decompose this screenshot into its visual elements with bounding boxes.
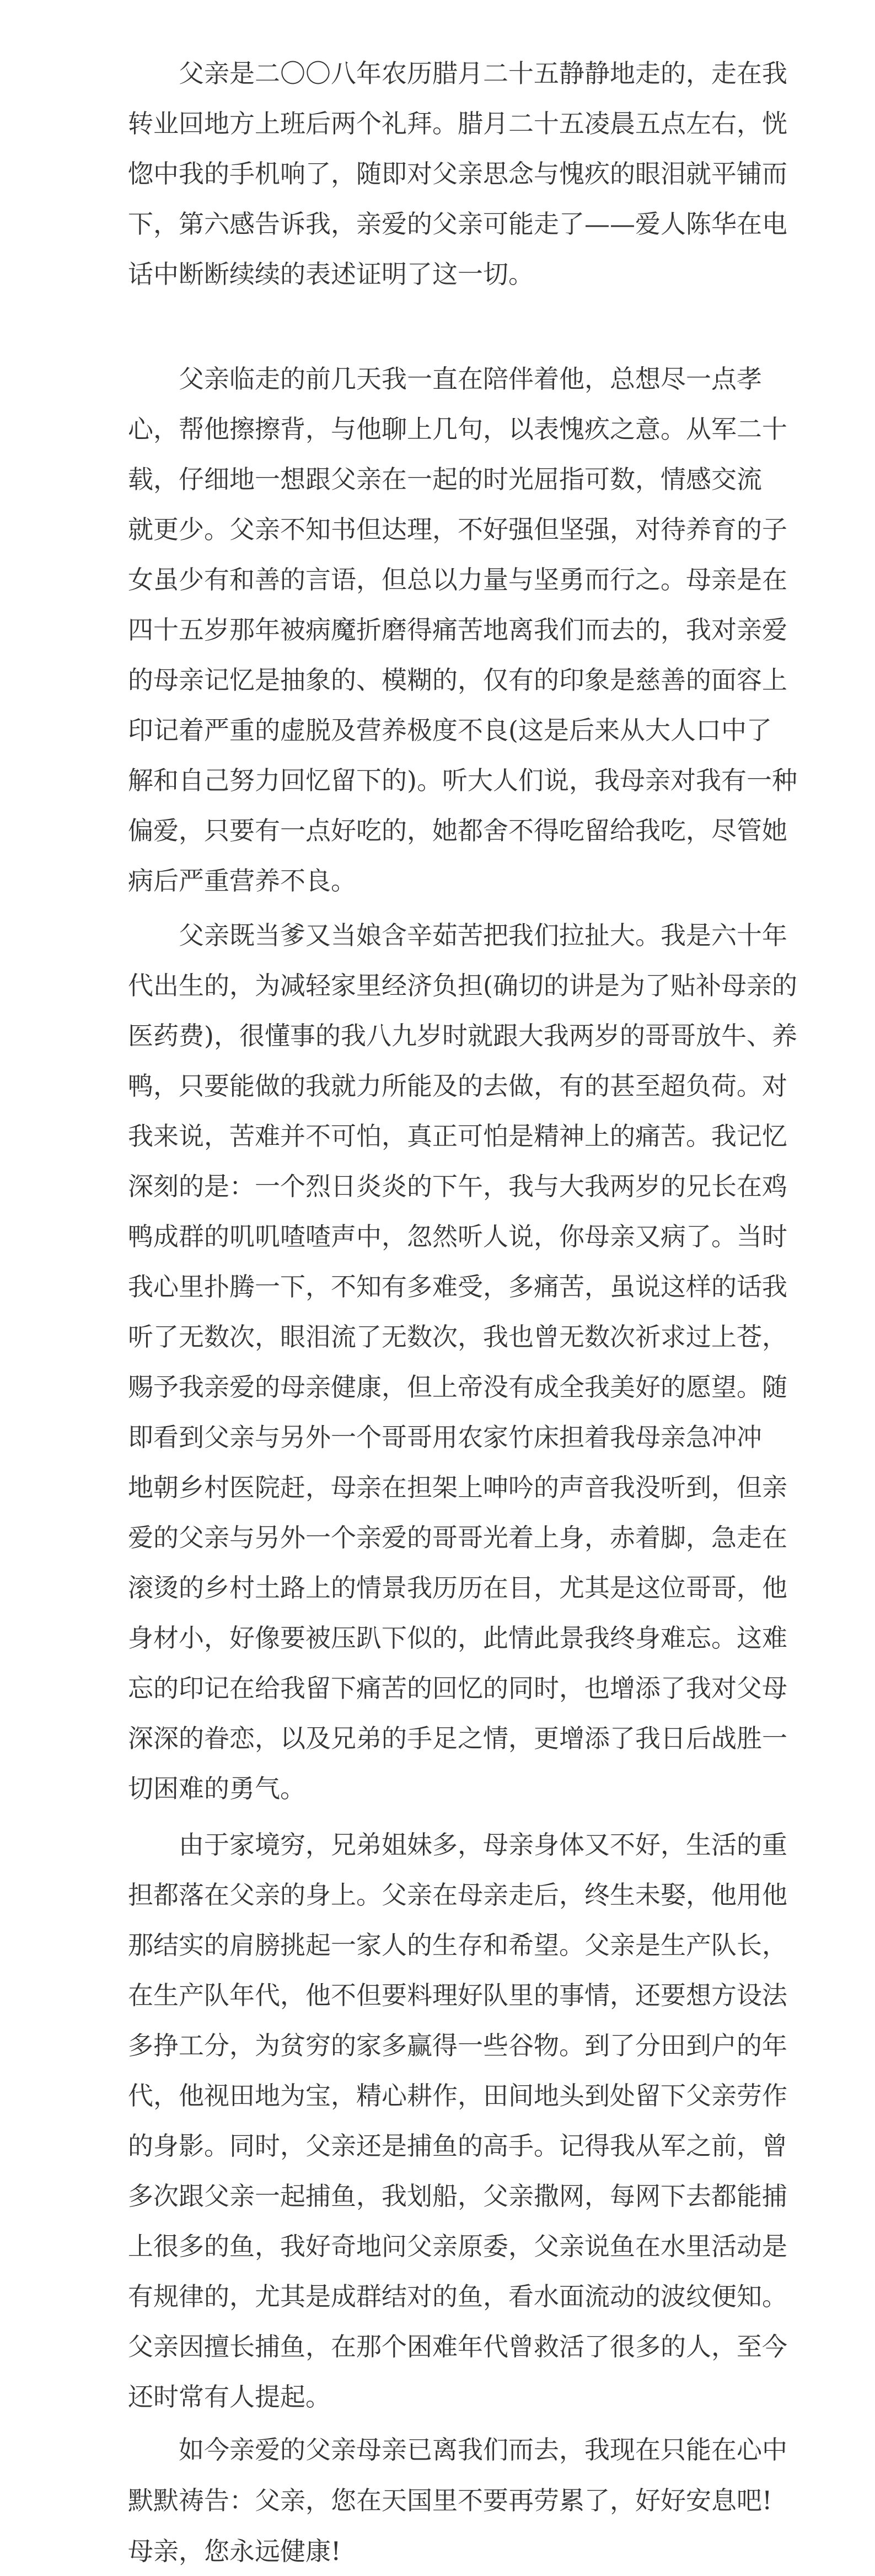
line-text: 话中断断续续的表述证明了这一切。 — [128, 259, 534, 289]
line-text: 我来说，苦难并不可怕，真正可怕是精神上的痛苦。我记忆 — [128, 1121, 787, 1151]
text-line — [0, 2221, 875, 2271]
text-line — [0, 2171, 875, 2221]
line-text: 深刻的是：一个烈日炎炎的下午，我与大我两岁的兄长在鸡 — [128, 1171, 787, 1201]
line-text: 我心里扑腾一下，不知有多难受，多痛苦，虽说这样的话我 — [128, 1272, 787, 1302]
line-text: 还时常有人提起。 — [128, 2382, 331, 2412]
line-text: 听了无数次，眼泪流了无数次，我也曾无数次祈求过上苍， — [128, 1322, 787, 1352]
line-text: 上很多的鱼，我好奇地问父亲原委，父亲说鱼在水里活动是 — [128, 2231, 787, 2261]
line-text: 身材小，好像要被压趴下似的，此情此景我终身难忘。这难 — [128, 1623, 787, 1653]
text-line — [0, 1870, 875, 1920]
line-text: 如今亲爱的父亲母亲已离我们而去，我现在只能在心中 — [179, 2435, 787, 2465]
line-text: 解和自己努力回忆留下的)。听大人们说，我母亲对我有一种 — [128, 765, 797, 795]
text-line — [0, 1312, 875, 1362]
line-text: 转业回地方上班后两个礼拜。腊月二十五凌晨五点左右，恍 — [128, 109, 787, 138]
text-line — [0, 1061, 875, 1111]
line-text: 印记着严重的虚脱及营养极度不良(这是后来从大人口中了 — [128, 715, 772, 745]
line-text: 深深的眷恋，以及兄弟的手足之情，更增添了我日后战胜一 — [128, 1723, 787, 1753]
line-text: 切困难的勇气。 — [128, 1774, 305, 1803]
text-line — [0, 1663, 875, 1713]
line-text: 即看到父亲与另外一个哥哥用农家竹床担着我母亲急冲冲 — [128, 1422, 762, 1452]
line-text: 的身影。同时，父亲还是捕鱼的高手。记得我从军之前，曾 — [128, 2131, 787, 2161]
line-text: 下，第六感告诉我，亲爱的父亲可能走了——爱人陈华在电 — [128, 209, 787, 239]
text-line — [0, 149, 875, 199]
text-line — [0, 2322, 875, 2371]
text-line — [0, 1463, 875, 1512]
line-text: 就更少。父亲不知书但达理，不好强但坚强，对待养育的子 — [128, 515, 787, 544]
line-text: 女虽少有和善的言语，但总以力量与坚勇而行之。母亲是在 — [128, 565, 787, 595]
text-line — [0, 1920, 875, 1970]
text-line — [0, 1412, 875, 1462]
line-text: 的母亲记忆是抽象的、模糊的，仅有的印象是慈善的面容上 — [128, 665, 787, 695]
line-text: 病后严重营养不良。 — [128, 866, 356, 896]
line-text: 代出生的，为减轻家里经济负担(确切的讲是为了贴补母亲的 — [128, 971, 797, 1000]
text-line — [0, 756, 875, 805]
text-line — [0, 2526, 875, 2576]
line-text: 有规律的，尤其是成群结对的鱼，看水面流动的波纹便知。 — [128, 2282, 787, 2311]
text-line — [0, 1513, 875, 1562]
line-text: 默默祷告：父亲，您在天国里不要再劳累了，好好安息吧! — [128, 2486, 772, 2515]
text-line — [0, 454, 875, 504]
line-text: 爱的父亲与另外一个亲爱的哥哥光着上身，赤着脚，急走在 — [128, 1523, 787, 1552]
text-line — [0, 555, 875, 604]
text-line — [0, 1262, 875, 1311]
line-text: 医药费)，很懂事的我八九岁时就跟大我两岁的哥哥放牛、养 — [128, 1021, 797, 1051]
line-text: 鸭成群的叽叽喳喳声中，忽然听人说，你母亲又病了。当时 — [128, 1222, 787, 1251]
text-line — [0, 1613, 875, 1663]
text-line — [0, 2121, 875, 2171]
text-line — [0, 605, 875, 655]
text-line — [0, 199, 875, 249]
text-line — [0, 49, 875, 98]
text-line — [0, 404, 875, 454]
line-text: 由于家境穷，兄弟姐妹多，母亲身体又不好，生活的重 — [179, 1830, 787, 1860]
text-line — [0, 2425, 875, 2475]
text-line — [0, 354, 875, 404]
text-line — [0, 1212, 875, 1261]
text-line — [0, 961, 875, 1010]
line-text: 鸭，只要能做的我就力所能及的去做，有的甚至超负荷。对 — [128, 1071, 787, 1101]
text-line — [0, 1713, 875, 1763]
line-text: 心，帮他擦擦背，与他聊上几句，以表愧疚之意。从军二十 — [128, 414, 787, 444]
line-text: 代，他视田地为宝，精心耕作，田间地头到处留下父亲劳作 — [128, 2081, 787, 2111]
text-line — [0, 1161, 875, 1211]
text-line — [0, 1011, 875, 1061]
text-line — [0, 806, 875, 855]
text-line — [0, 856, 875, 906]
line-text: 在生产队年代，他不但要料理好队里的事情，还要想方设法 — [128, 1980, 787, 2010]
line-text: 父亲临走的前几天我一直在陪伴着他，总想尽一点孝 — [179, 364, 762, 394]
text-line — [0, 99, 875, 148]
text-line — [0, 2071, 875, 2120]
text-line — [0, 249, 875, 299]
text-line — [0, 505, 875, 554]
line-text: 母亲，您永远健康! — [128, 2536, 341, 2566]
line-text: 父亲是二〇〇八年农历腊月二十五静静地走的，走在我 — [179, 58, 787, 88]
text-line — [0, 1970, 875, 2020]
text-line — [0, 911, 875, 960]
text-line — [0, 1362, 875, 1412]
line-text: 惚中我的手机响了，随即对父亲思念与愧疚的眼泪就平铺而 — [128, 159, 787, 189]
line-text: 偏爱，只要有一点好吃的，她都舍不得吃留给我吃，尽管她 — [128, 816, 787, 845]
line-text: 父亲因擅长捕鱼，在那个困难年代曾救活了很多的人，至今 — [128, 2332, 787, 2361]
line-text: 滚烫的乡村土路上的情景我历历在目，尤其是这位哥哥，他 — [128, 1573, 787, 1603]
text-line — [0, 1563, 875, 1613]
text-line — [0, 2021, 875, 2070]
line-text: 赐予我亲爱的母亲健康，但上帝没有成全我美好的愿望。随 — [128, 1372, 787, 1402]
text-line — [0, 1820, 875, 1870]
line-text: 四十五岁那年被病魔折磨得痛苦地离我们而去的，我对亲爱 — [128, 615, 787, 645]
text-line — [0, 2476, 875, 2525]
text-line — [0, 705, 875, 755]
text-line — [0, 2372, 875, 2422]
text-line — [0, 1111, 875, 1161]
line-text: 多挣工分，为贫穷的家多赢得一些谷物。到了分田到户的年 — [128, 2031, 787, 2060]
line-text: 那结实的肩膀挑起一家人的生存和希望。父亲是生产队长， — [128, 1930, 787, 1960]
line-text: 父亲既当爹又当娘含辛茹苦把我们拉扯大。我是六十年 — [179, 920, 787, 950]
line-text: 载，仔细地一想跟父亲在一起的时光屈指可数，情感交流 — [128, 464, 762, 494]
text-line — [0, 655, 875, 705]
text-line — [0, 1764, 875, 1813]
line-text: 忘的印记在给我留下痛苦的回忆的同时，也增添了我对父母 — [128, 1673, 787, 1703]
line-text: 多次跟父亲一起捕鱼，我划船，父亲撒网，每网下去都能捕 — [128, 2181, 787, 2211]
line-text: 担都落在父亲的身上。父亲在母亲走后，终生未娶，他用他 — [128, 1880, 787, 1910]
text-line — [0, 2272, 875, 2321]
line-text: 地朝乡村医院赶，母亲在担架上呻吟的声音我没听到，但亲 — [128, 1472, 787, 1502]
